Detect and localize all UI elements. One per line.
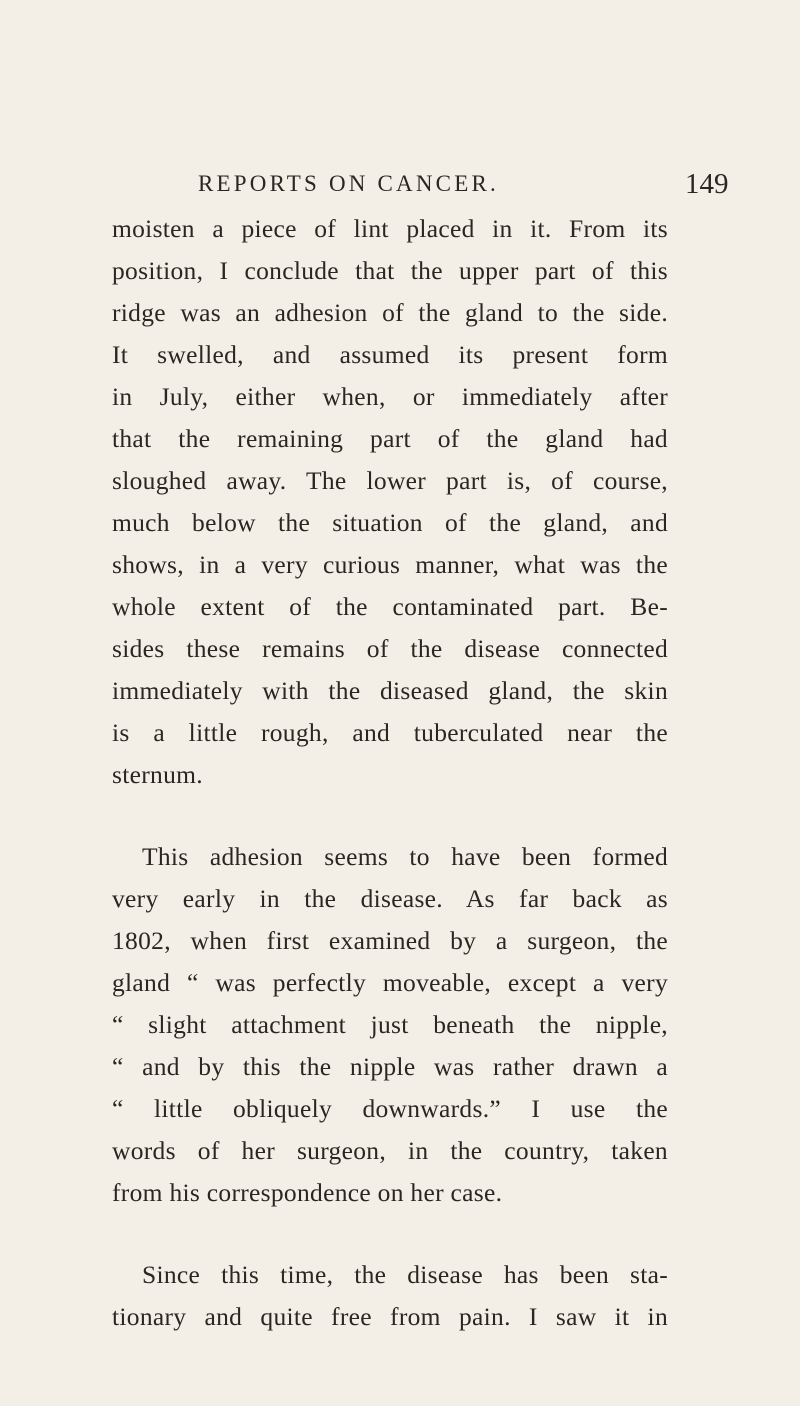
text-line: “ and by this the nipple was rather drawn a (112, 1052, 668, 1081)
text-line: from his correspondence on her case. (112, 1178, 503, 1207)
page-number: 149 (685, 168, 729, 200)
text-line: This adhesion seems to have been formed (142, 842, 668, 871)
text-line: in July, either when, or immediately after (112, 382, 668, 411)
text-line: that the remaining part of the gland had (112, 424, 668, 453)
text-line: “ little obliquely downwards.” I use the (112, 1094, 668, 1123)
paragraph-1 (112, 208, 668, 796)
paragraph-spacer (112, 1214, 668, 1254)
text-line: shows, in a very curious manner, what was the (112, 550, 668, 579)
text-line: whole extent of the contaminated part. Be- (112, 592, 668, 621)
text-line: ridge was an adhesion of the gland to the side. (112, 298, 668, 327)
body-text (112, 208, 668, 1338)
text-line: gland “ was perfectly moveable, except a very (112, 968, 668, 997)
text-line: moisten a piece of lint placed in it. From its (112, 214, 668, 243)
text-line: It swelled, and assumed its present form (112, 340, 668, 369)
text-line: sides these remains of the disease connected (112, 634, 668, 663)
text-line: is a little rough, and tuberculated near the (112, 718, 668, 747)
text-line: words of her surgeon, in the country, taken (112, 1136, 668, 1165)
text-line: immediately with the diseased gland, the skin (112, 676, 668, 705)
running-title: REPORTS ON CANCER. (198, 171, 499, 196)
paragraph-2 (112, 836, 668, 1214)
text-line: Since this time, the disease has been sta- (142, 1260, 668, 1289)
paragraph-3 (112, 1254, 668, 1338)
text-line: 1802, when first examined by a surgeon, the (112, 926, 668, 955)
text-line: much below the situation of the gland, and (112, 508, 668, 537)
paragraph-spacer (112, 796, 668, 836)
text-line: tionary and quite free from pain. I saw it in (112, 1302, 668, 1331)
text-line: position, I conclude that the upper part of this (112, 256, 668, 285)
text-line: sloughed away. The lower part is, of course, (112, 466, 668, 495)
text-line: very early in the disease. As far back as (112, 884, 668, 913)
running-head (198, 168, 758, 211)
text-line: “ slight attachment just beneath the nipple, (112, 1010, 668, 1039)
text-line: sternum. (112, 760, 203, 789)
